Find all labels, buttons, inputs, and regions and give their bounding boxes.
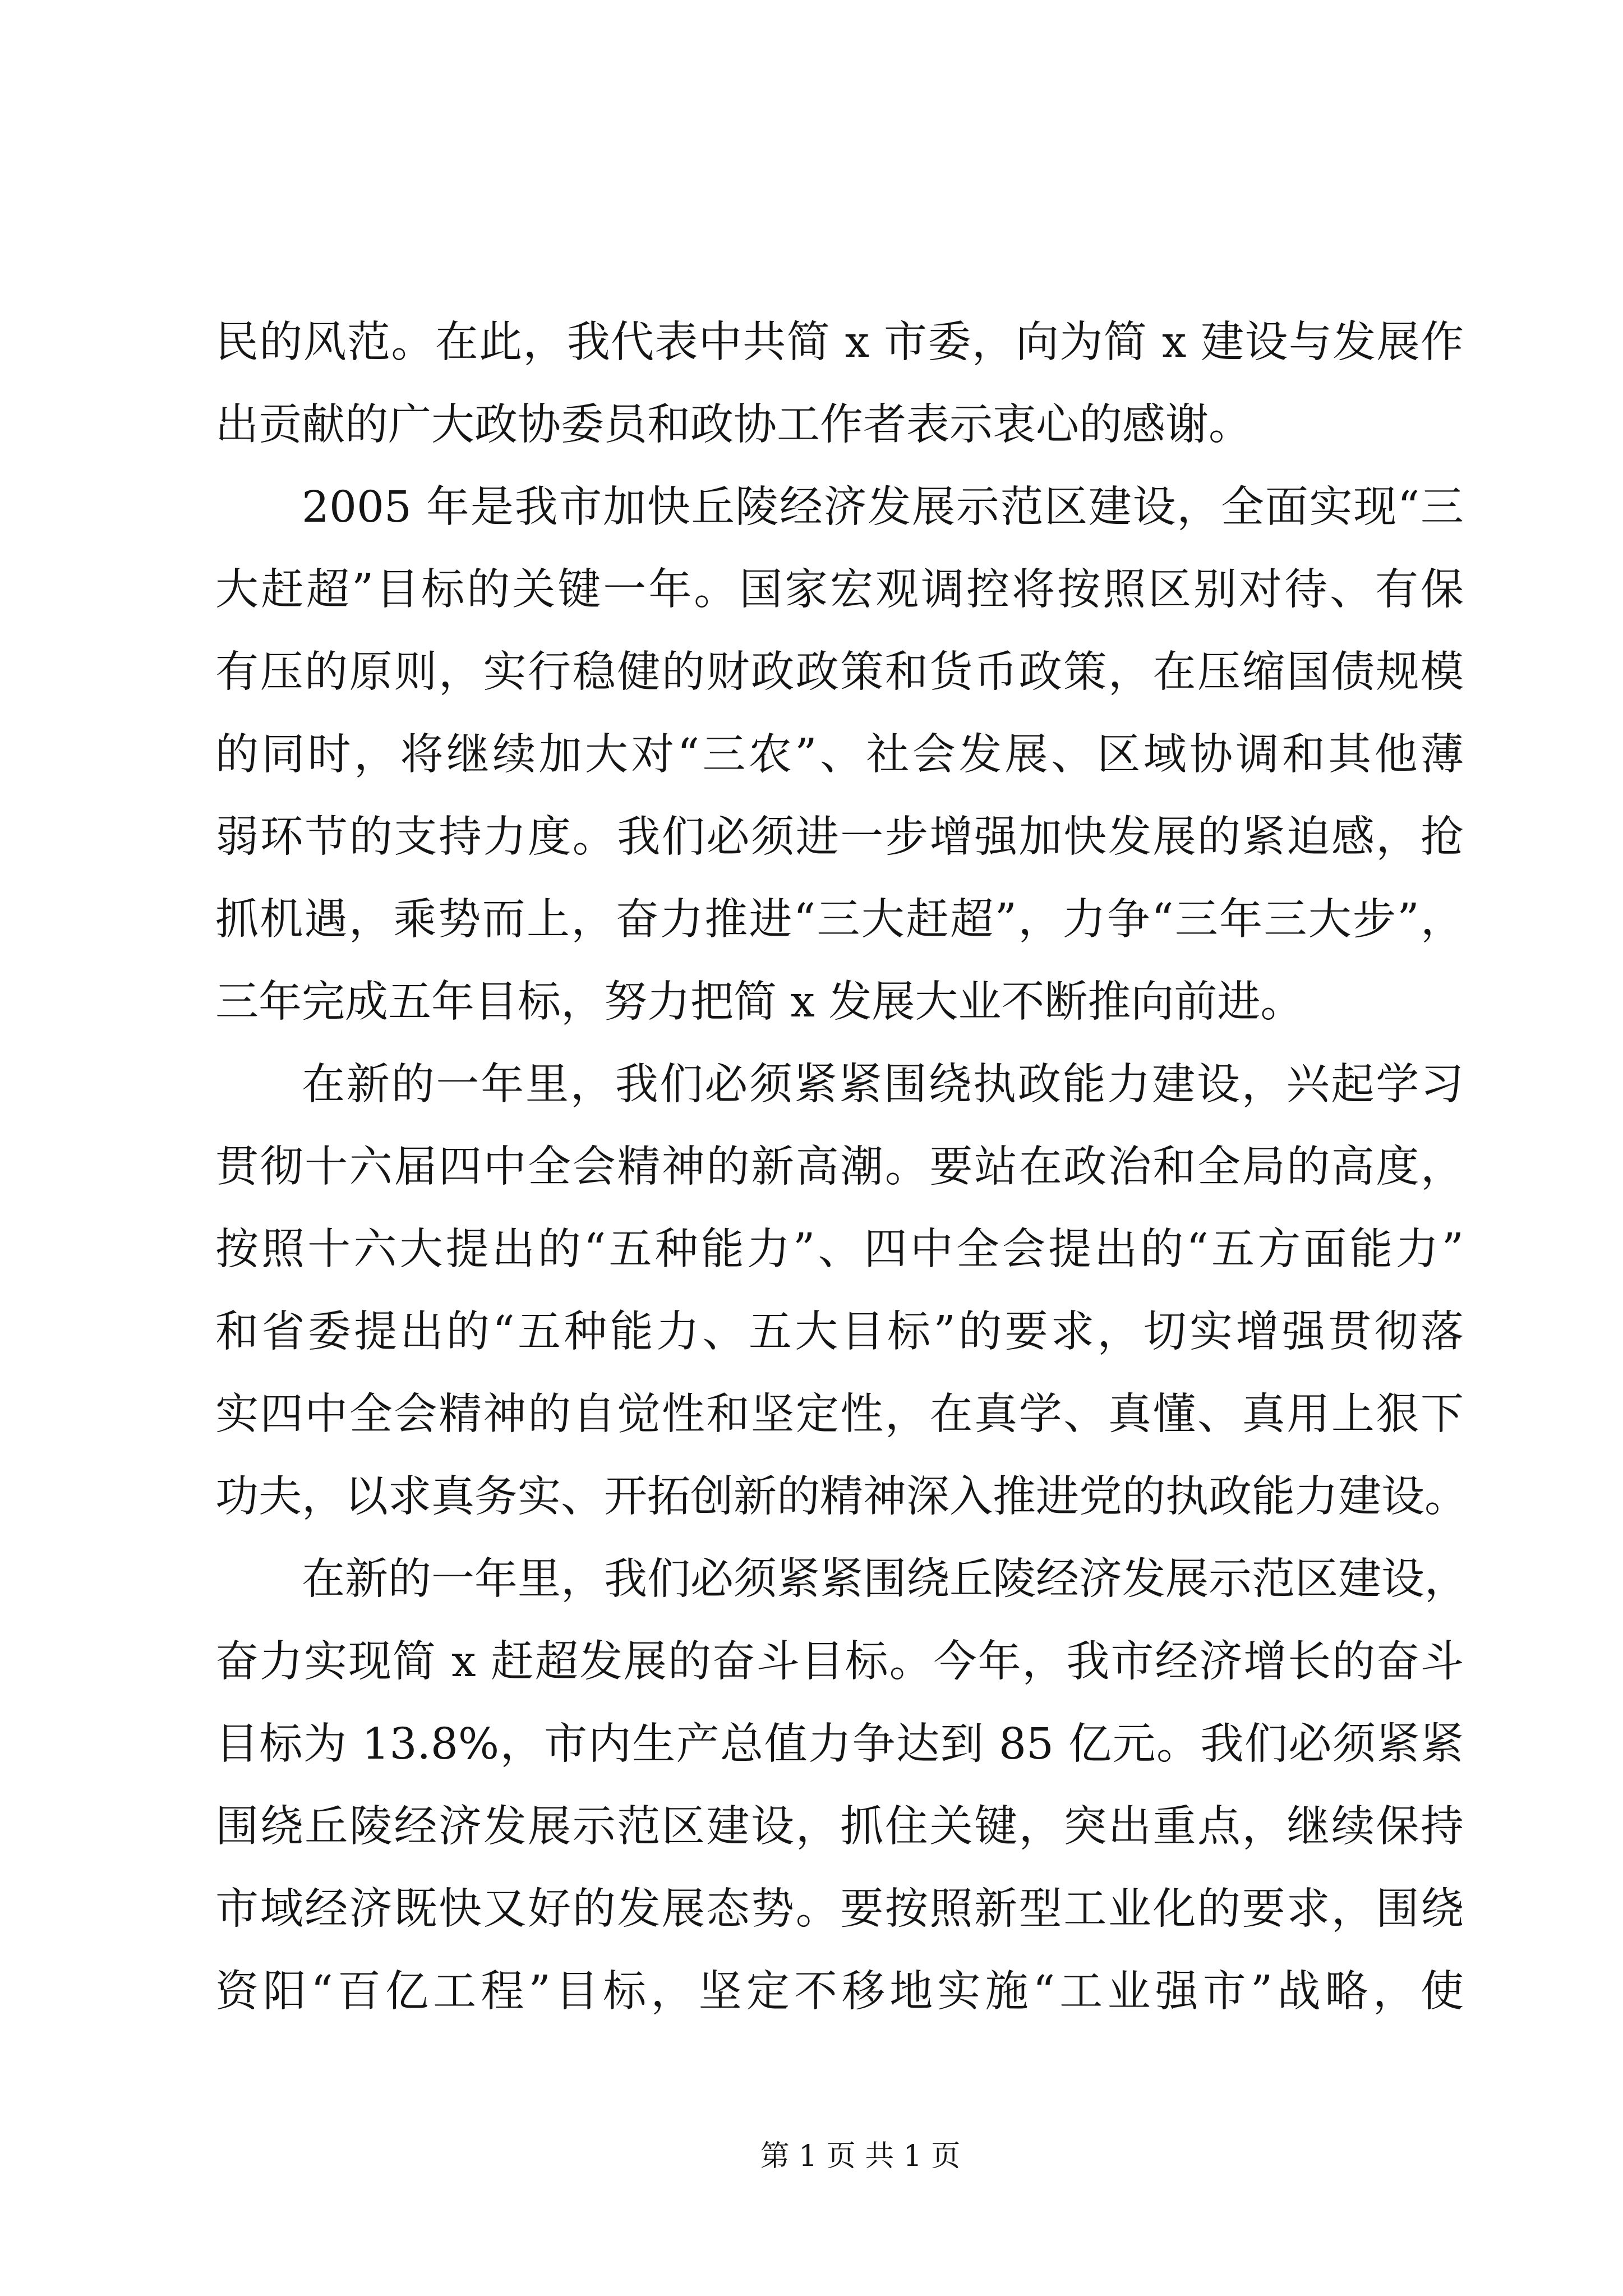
- text-line: 围绕丘陵经济发展示范区建设，抓住关键，突出重点，继续保持: [215, 1802, 1464, 1852]
- text-line: 抓机遇，乘势而上，奋力推进“三大赶超”，力争“三年三大步”，: [215, 895, 1464, 945]
- text-line: 三年完成五年目标，努力把简 x 发展大业不断推向前进。: [215, 977, 1304, 1027]
- text-line: 出贡献的广大政协委员和政协工作者表示衷心的感谢。: [215, 400, 1252, 450]
- text-line: 弱环节的支持力度。我们必须进一步增强加快发展的紧迫感，抢: [215, 812, 1464, 862]
- paragraph: [215, 1538, 1468, 2033]
- text-line: 有压的原则，实行稳健的财政政策和货币政策，在压缩国债规模: [215, 647, 1464, 697]
- text-line: 在新的一年里，我们必须紧紧围绕丘陵经济发展示范区建设，: [302, 1554, 1468, 1604]
- text-line: 民的风范。在此，我代表中共简 x 市委，向为简 x 建设与发展作: [215, 318, 1464, 367]
- text-line: 目标为 13.8%，市内生产总值力争达到 85 亿元。我们必须紧紧: [215, 1719, 1464, 1769]
- text-line: 在新的一年里，我们必须紧紧围绕执政能力建设，兴起学习: [302, 1060, 1464, 1110]
- text-line: 功夫，以求真务实、开拓创新的精神深入推进党的执政能力建设。: [215, 1472, 1468, 1522]
- text-line: 的同时，将继续加大对“三农”、社会发展、区域协调和其他薄: [215, 730, 1464, 780]
- paragraph: [215, 466, 1464, 1043]
- text-line: 资阳“百亿工程”目标，坚定不移地实施“工业强市”战略，使: [215, 1967, 1464, 2017]
- paragraph: [215, 301, 1464, 466]
- text-line: 和省委提出的“五种能力、五大目标”的要求，切实增强贯彻落: [215, 1307, 1464, 1357]
- text-line: 实四中全会精神的自觉性和坚定性，在真学、真懂、真用上狠下: [215, 1389, 1464, 1439]
- document-body: [215, 301, 1468, 2033]
- page-footer: 第 1 页 共 1 页: [760, 2139, 961, 2173]
- text-line: 贯彻十六届四中全会精神的新高潮。要站在政治和全局的高度，: [215, 1142, 1464, 1192]
- text-line: 按照十六大提出的“五种能力”、四中全会提出的“五方面能力”: [215, 1225, 1464, 1274]
- paragraph: [215, 1043, 1468, 1538]
- text-line: 奋力实现简 x 赶超发展的奋斗目标。今年，我市经济增长的奋斗: [215, 1637, 1464, 1687]
- text-line: 市域经济既快又好的发展态势。要按照新型工业化的要求，围绕: [215, 1884, 1464, 1934]
- text-line: 2005 年是我市加快丘陵经济发展示范区建设，全面实现“三: [302, 482, 1464, 532]
- text-line: 大赶超”目标的关键一年。国家宏观调控将按照区别对待、有保: [215, 565, 1464, 615]
